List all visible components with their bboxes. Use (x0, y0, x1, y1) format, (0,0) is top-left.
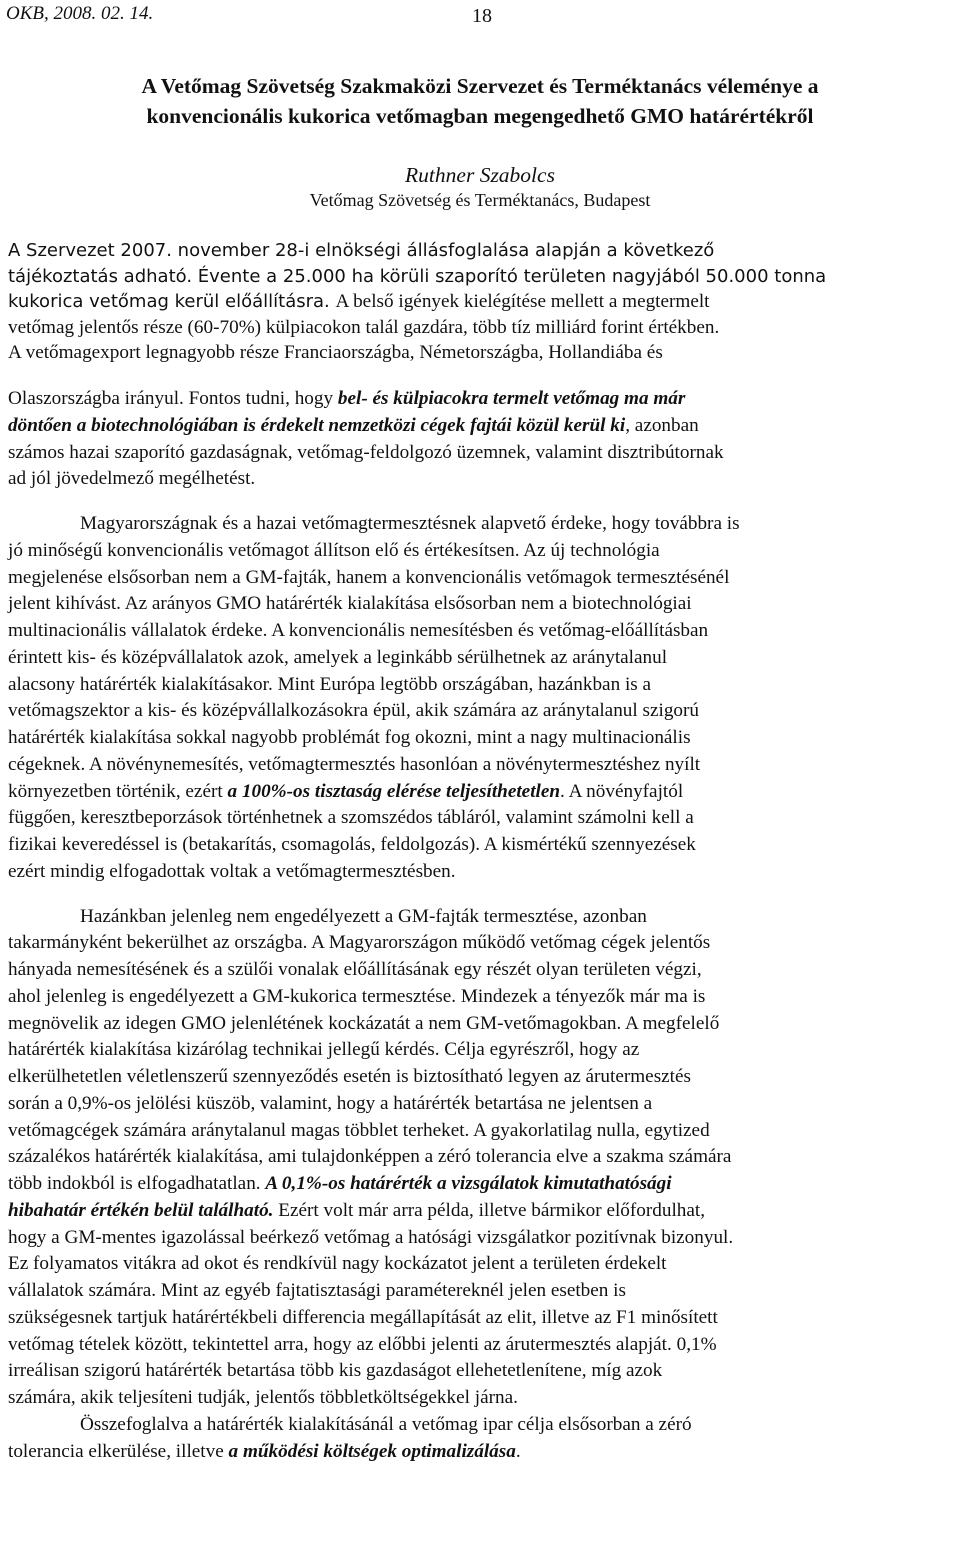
text-line: fizikai keveredéssel is (betakarítás, csomagolás, feldolgozás). A kismértékű szennyezések (8, 834, 696, 855)
text-line: ezért mindig elfogadottak voltak a vetőmagtermesztésben. (8, 860, 456, 882)
text-part: Fontos tudni, hogy (188, 388, 338, 409)
text-part: , azonban (625, 414, 699, 436)
text-line (8, 779, 956, 806)
text-line: megjelenése elsősorban nem a GM-fajták, hanem a konvencionális vetőmagok termesztésénél (8, 566, 730, 588)
text-part: környezetben történik, ezért (8, 780, 228, 802)
text-line: százalékos határérték kialakítása, ami tulajdonképpen a zéró tolerancia elve a szakma számára (8, 1146, 732, 1168)
text-line: elkerülhetetlen véletlenszerű szennyeződés esetén is biztosítható legyen az árutermesztés (8, 1066, 691, 1087)
text-line: szükségesnek tartjuk határértékbeli differencia megállapítását az elit, illetve az F1 minősített (8, 1306, 718, 1328)
intro-line-part: A belső igények kielégítése mellett a megtermelt (335, 291, 710, 312)
text-line: Hazánkban jelenleg nem engedélyezett a GM-fajták termesztése, azonban (80, 905, 647, 927)
text-line (8, 386, 956, 413)
text-line: számára, akik teljesíteni tudják, jelentős többletköltségekkel járna. (8, 1387, 518, 1408)
text-line: hányada nemesítésének és a szülői vonalak előállításának egy részét olyan területen végzi, (8, 959, 702, 980)
paragraph-4 (8, 1412, 956, 1466)
paragraph-1 (8, 386, 956, 493)
text-part: Olaszországba irányul. (8, 388, 189, 409)
text-line: hogy a GM-mentes igazolással beérkező vetőmag a hatósági vizsgálatkor pozitívnak bizonyul. (8, 1226, 734, 1248)
text-line: megnövelik az idegen GMO jelenlétének kockázatát a nem GM-vetőmagokban. A megfelelő (8, 1012, 720, 1034)
text-line: ad jól jövedelmező megélhetést. (8, 468, 256, 490)
header-journal-date: OKB, 2008. 02. 14. (6, 3, 154, 24)
intro-line: A Szervezet 2007. november 28-i elnökségi állásfoglalása alapján a következő (8, 240, 715, 261)
text-line: során a 0,9%-os jelölési küszöb, valamint, hogy a határérték betartása ne jelentsen a (8, 1092, 653, 1114)
text-line: Magyarországnak és a hazai vetőmagtermesztésnek alapvető érdeke, hogy továbbra is (80, 513, 740, 534)
text-line: számos hazai szaporító gazdaságnak, vetőmag-feldolgozó üzemnek, valamint disztribútornak (8, 441, 724, 463)
text-line: függően, keresztbeporzások történhetnek a szomszédos tábláról, valamint számolni kell a (8, 807, 694, 829)
text-part: . (515, 1440, 521, 1462)
emphasis-text: A 0,1%-os határérték a vizsgálatok kimutathatósági (265, 1173, 672, 1194)
text-line: multinacionális vállalatok érdeke. A konvencionális nemesítésben és vetőmag-előállításban (8, 620, 709, 641)
emphasis-text: bel- és külpiacokra termelt vetőmag ma már (337, 388, 686, 409)
text-part: több indokból is elfogadhatatlan. (8, 1173, 266, 1194)
intro-line: vetőmag jelentős része (60-70%) külpiacokon talál gazdára, több tíz milliárd forint értékben. (8, 316, 720, 338)
author-name: Ruthner Szabolcs (405, 163, 555, 187)
text-line: vállalatok számára. Mint az egyéb fajtatisztasági paramétereknél jelen esetben is (8, 1280, 626, 1301)
text-line: irreálisan szigorú határérték betartása több kis gazdaságot ellehetetlenítene, míg azok (8, 1360, 663, 1382)
text-part: tolerancia elkerülése, illetve (8, 1440, 229, 1462)
text-line (8, 1171, 956, 1198)
text-line: vetőmagszektor a kis- és középvállalkozásokra épül, akik számára az aránytalanul szigorú (8, 700, 699, 722)
intro-line-part: kukorica vetőmag kerül előállításra. (8, 291, 336, 312)
text-line: érintett kis- és középvállalatok azok, amelyek a leginkább sérülhetnek az aránytalanul (8, 646, 668, 668)
article-title (0, 71, 960, 131)
text-part: . A növényfajtól (560, 780, 684, 802)
title-line-1: A Vetőmag Szövetség Szakmaközi Szervezet és Terméktanács véleménye a (141, 74, 819, 98)
author-affiliation: Vetőmag Szövetség és Terméktanács, Budapest (309, 190, 651, 210)
text-line: Összefoglalva a határérték kialakításánál a vetőmag ipar célja elsősorban a zéró (80, 1413, 692, 1435)
emphasis-text: a működési költségek optimalizálása (228, 1440, 516, 1462)
paragraph-2 (8, 511, 956, 886)
text-line: vetőmagcégek számára aránytalanul magas többlet terheket. A gyakorlatilag nulla, egytized (8, 1119, 710, 1141)
title-line-2: konvencionális kukorica vetőmagban megengedhető GMO határértékről (146, 104, 814, 128)
emphasis-text: hibahatár értékén belül található. (8, 1199, 274, 1221)
text-line: határérték kialakítása kizárólag technikai jellegű kérdés. Célja egyrészről, hogy az (8, 1039, 640, 1061)
intro-line (8, 289, 956, 315)
intro-line: tájékoztatás adható. Évente a 25.000 ha körüli szaporító területen nagyjából 50.000 tonna (8, 265, 827, 287)
text-line: jelent kihívást. Az arányos GMO határérték kialakítása elsősorban nem a biotechnológiai (8, 593, 692, 615)
text-line: Ez folyamatos vitákra ad okot és rendkívül nagy kockázatot jelent a területen érdekelt (8, 1253, 667, 1275)
paragraph-gap (8, 493, 956, 511)
text-line (8, 1198, 956, 1225)
body-text (8, 386, 956, 1465)
text-line: alacsony határérték kialakításakor. Mint Európa legtöbb országában, hazánkban is a (8, 673, 652, 695)
text-line: vetőmag tételek között, tekintettel arra, hogy az előbbi jelenti az árutermesztés alapját. 0,1% (8, 1333, 717, 1355)
page-number: 18 (472, 5, 492, 27)
paragraph-3 (8, 904, 956, 1412)
text-part: Ezért volt már arra példa, illetve bármikor előfordulhat, (273, 1199, 706, 1221)
emphasis-text: a 100%-os tisztaság elérése teljesíthetetlen (227, 780, 561, 802)
paragraph-gap (8, 886, 956, 904)
text-line: jó minőségű konvencionális vetőmagot állítson elő és értékesítsen. Az új technológia (8, 539, 660, 561)
text-line: ahol jelenleg is engedélyezett a GM-kukorica termesztése. Mindezek a tényezők már ma is (8, 985, 706, 1007)
text-line: takarmányként bekerülhet az országba. A Magyarországon működő vetőmag cégek jelentős (8, 932, 711, 954)
intro-paragraph (8, 238, 956, 366)
text-line: határérték kialakítása sokkal nagyobb problémát fog okozni, mint a nagy multinacionális (8, 727, 691, 748)
text-line (8, 413, 956, 440)
text-line: cégeknek. A növénynemesítés, vetőmagtermesztés hasonlóan a növénytermesztéshez nyílt (8, 753, 701, 775)
emphasis-text: döntően a biotechnológiában is érdekelt nemzetközi cégek fajtái közül kerül ki (8, 414, 626, 436)
text-line (8, 1439, 956, 1466)
intro-line: A vetőmagexport legnagyobb része Franciaországba, Németországba, Hollandiába és (8, 342, 663, 363)
